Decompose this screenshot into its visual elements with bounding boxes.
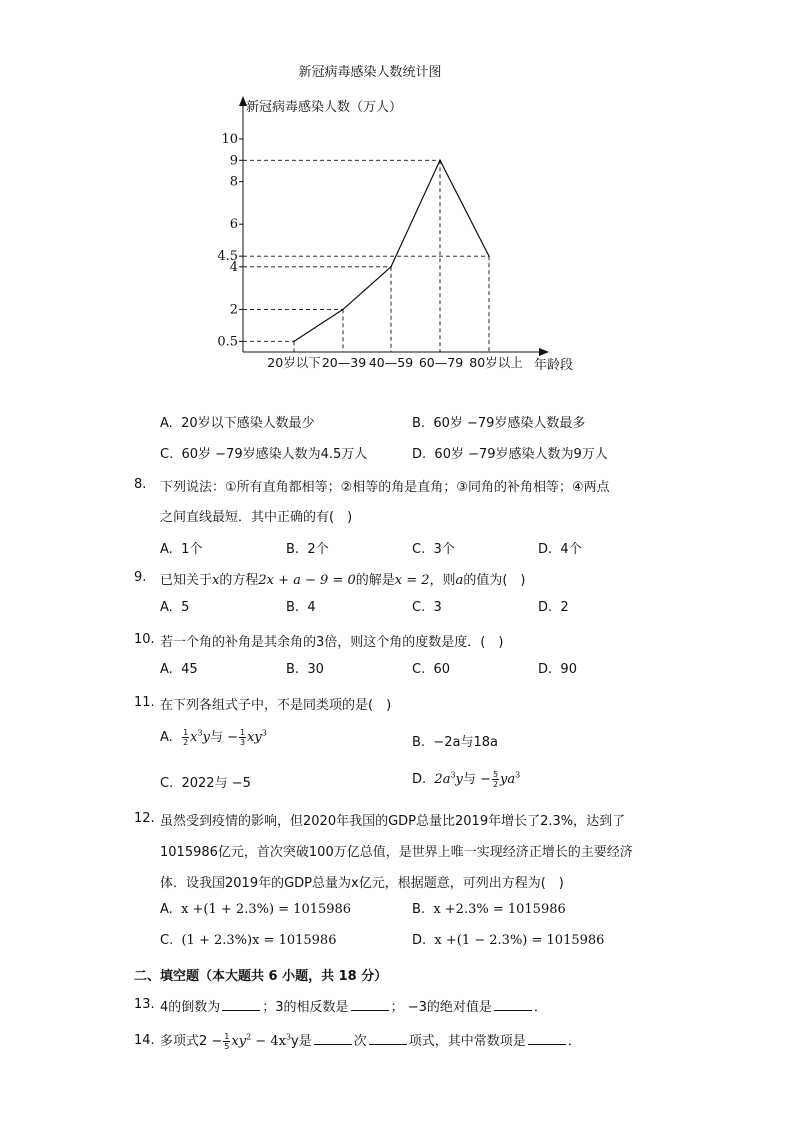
q9-text: 的值为( ) [463, 573, 526, 588]
y-tick-label: 4.5 [217, 249, 238, 265]
q9-option-c[interactable] [412, 600, 442, 615]
option-key: D. [412, 933, 427, 948]
numerator: 5 [492, 770, 499, 779]
option-text: 60岁 −79岁感染人数为9万人 [434, 447, 608, 462]
option-key: C. [412, 600, 426, 615]
q9-option-a[interactable] [160, 600, 189, 615]
y-tick-label: 0.5 [217, 334, 238, 350]
q14-text: 次 [353, 1034, 367, 1049]
option-text: 5 [181, 600, 190, 615]
option-text: 4个 [560, 542, 582, 557]
q9-var-a: a [455, 573, 464, 588]
option-text: (1 + 2.3%)x = 1015986 [181, 933, 337, 948]
fraction [492, 770, 499, 789]
q12-option-c[interactable] [160, 933, 336, 948]
option-key: B. [412, 902, 426, 917]
q9-text: 已知关于 [160, 573, 213, 588]
answer-blank[interactable] [222, 999, 260, 1011]
option-text: 2 [560, 600, 569, 615]
option-text: 2022与 −5 [181, 776, 251, 791]
option-text: −2a与18a [429, 735, 498, 750]
chart-axes [239, 96, 549, 356]
answer-blank[interactable] [314, 1033, 352, 1045]
answer-blank[interactable] [351, 999, 389, 1011]
q8-stem-line1: 下列说法：①所有直角都相等；②相等的角是直角；③同角的补角相等；④两点 [160, 480, 610, 495]
denominator: 2 [492, 780, 499, 789]
option-key: D. [538, 542, 553, 557]
series-line [294, 160, 489, 341]
q8-option-d[interactable] [538, 538, 582, 557]
q14-text: 多项式2 − [160, 1034, 223, 1049]
numerator: 1 [224, 1032, 230, 1041]
option-key: D. [412, 772, 427, 787]
q12-option-b[interactable] [412, 902, 566, 917]
q8-option-c[interactable] [412, 538, 455, 557]
q11-option-a[interactable] [160, 726, 267, 747]
numerator: 1 [183, 728, 189, 737]
q10-option-b[interactable] [286, 662, 324, 677]
option-text: 60岁 −79岁感染人数最多 [433, 416, 586, 431]
q13-number: 13. [134, 997, 155, 1012]
exponent: 3 [285, 1032, 292, 1042]
denominator: 5 [224, 1042, 230, 1051]
q11-option-b[interactable] [412, 731, 498, 750]
option-text: 60 [433, 662, 451, 677]
math: y [455, 772, 463, 787]
option-text: 4 [307, 600, 316, 615]
math: − 4x [251, 1034, 286, 1049]
y-tick-label: 10 [221, 132, 238, 147]
denominator: 3 [239, 738, 246, 747]
q13-text: 4的倒数为 [160, 1000, 221, 1015]
option-key: A. [160, 662, 173, 677]
q13-text: ； [390, 1000, 404, 1015]
option-key: D. [538, 600, 553, 615]
chart-y-label: 新冠病毒感染人数（万人） [246, 100, 403, 115]
y-tick-label: 6 [229, 217, 238, 233]
math: y [202, 730, 210, 745]
q9-number: 9. [134, 570, 147, 585]
option-key: C. [160, 933, 174, 948]
x-axis-arrow [539, 348, 549, 356]
q12-stem-line3: 体．设我国2019年的GDP总量为x亿元，根据题意，可列出方程为( ) [160, 876, 564, 891]
option-text: 45 [181, 662, 198, 677]
q11-stem: 在下列各组式子中，不是同类项的是( ) [160, 698, 392, 713]
answer-blank[interactable] [494, 999, 532, 1011]
q12-number: 12. [134, 811, 155, 826]
chart-guides [243, 160, 489, 352]
option-text: x +2.3% = 1015986 [433, 902, 566, 917]
x-tick-label: 20岁以下 [267, 355, 321, 370]
exponent: 2 [246, 1032, 252, 1042]
chart-y-ticks [217, 132, 243, 349]
fraction [182, 728, 189, 747]
numerator: 1 [239, 728, 246, 737]
option-key: A. [160, 542, 173, 557]
q9-option-d[interactable] [538, 600, 569, 615]
y-tick-label: 8 [229, 174, 238, 190]
x-tick-label: 80岁以上 [469, 355, 523, 370]
option-text: x +(1 + 2.3%) = 1015986 [181, 902, 352, 917]
option-key: B. [286, 600, 300, 615]
exponent: 3 [197, 728, 203, 738]
y-tick-label: 4 [229, 259, 238, 275]
option-key: B. [286, 662, 300, 677]
chart-svg [0, 0, 794, 400]
q12-stem-line1: 虽然受到疫情的影响，但2020年我国的GDP总量比2019年增长了2.3%，达到了 [160, 814, 626, 829]
option-text: 20岁以下感染人数最少 [181, 416, 315, 431]
exponent: 3 [515, 770, 521, 780]
x-tick-label: 20—39 [321, 355, 367, 370]
option-text: 60岁 −79岁感染人数为4.5万人 [181, 447, 368, 462]
chart-series [293, 160, 490, 343]
exponent: 3 [261, 728, 267, 738]
option-key: C. [412, 662, 426, 677]
math: x [190, 730, 198, 745]
option-key: B. [412, 735, 426, 750]
q9-option-b[interactable] [286, 600, 316, 615]
q12-option-d[interactable] [412, 933, 604, 948]
q11-number: 11. [134, 695, 155, 710]
q10-stem: 若一个角的补角是其余角的3倍，则这个角的度数是度．( ) [160, 635, 504, 650]
q9-text: 的解是 [355, 573, 395, 588]
option-key: B. [412, 416, 426, 431]
data-point [390, 266, 392, 268]
q14-number: 14. [134, 1033, 155, 1048]
math: ya [500, 772, 516, 787]
option-key: C. [160, 447, 174, 462]
q11-option-c[interactable] [160, 772, 251, 791]
q7-option-a[interactable] [160, 412, 315, 431]
q10-option-a[interactable] [160, 662, 198, 677]
q12-stem-line2: 1015986亿元，首次突破100万亿总值，是世界上唯一实现经济正增长的主要经济 [160, 845, 633, 860]
chart-title: 新冠病毒感染人数统计图 [298, 65, 442, 80]
option-text: 90 [560, 662, 577, 677]
q8-option-b[interactable] [286, 538, 329, 557]
option-key: B. [286, 542, 300, 557]
fraction [223, 1032, 230, 1051]
option-text: 与 − [209, 730, 238, 745]
option-text: 2个 [307, 542, 329, 557]
q7-option-d[interactable] [412, 443, 608, 462]
q9-text: ，则 [429, 573, 456, 588]
option-text: 3个 [433, 542, 455, 557]
q7-option-b[interactable] [412, 412, 585, 431]
x-tick-label: 60—79 [418, 355, 464, 370]
q8-stem-line2: 之间直线最短．其中正确的有( ) [160, 510, 353, 525]
q8-option-a[interactable] [160, 538, 202, 557]
q13-stem [160, 996, 547, 1015]
option-text: 与 − [462, 772, 491, 787]
q11-option-d[interactable] [412, 768, 520, 789]
option-key: D. [538, 662, 553, 677]
option-text: 1个 [181, 542, 203, 557]
q9-text: 的方程 [219, 573, 259, 588]
math: xy [231, 1034, 247, 1049]
q9-solution: x = 2 [394, 573, 430, 588]
q14-text: ． [567, 1034, 581, 1049]
q7-option-c[interactable] [160, 443, 367, 462]
answer-blank[interactable] [369, 1033, 407, 1045]
option-key: C. [160, 776, 174, 791]
option-key: D. [412, 447, 427, 462]
q9-var-x: x [212, 573, 220, 588]
q14-text: 项式，其中常数项是 [408, 1034, 526, 1049]
denominator: 2 [183, 738, 189, 747]
q9-stem [160, 569, 525, 588]
option-key: C. [412, 542, 426, 557]
q12-option-a[interactable] [160, 902, 351, 917]
math: xy [247, 730, 262, 745]
option-text: 30 [307, 662, 324, 677]
q8-number: 8. [134, 477, 147, 492]
option-key: A. [160, 902, 173, 917]
data-point [439, 160, 441, 162]
data-point [488, 255, 490, 257]
option-key: A. [160, 730, 173, 745]
exponent: 3 [450, 770, 456, 780]
y-tick-label: 9 [229, 153, 238, 169]
option-text: x +(1 − 2.3%) = 1015986 [434, 933, 605, 948]
q10-option-d[interactable] [538, 662, 577, 677]
chart-x-ticks [267, 355, 522, 370]
q13-text: ；3的相反数是 [262, 1000, 349, 1015]
x-tick-label: 40—59 [368, 355, 414, 370]
y-tick-label: 2 [229, 302, 238, 318]
q10-number: 10. [134, 632, 155, 647]
q13-text: −3的绝对值是 [403, 1000, 492, 1015]
section-title: 二、填空题（本大题共 6 小题，共 18 分） [134, 969, 388, 984]
q14-stem [160, 1030, 581, 1051]
chart-x-label: 年龄段 [534, 358, 574, 373]
q9-equation: 2x + a − 9 = 0 [258, 573, 356, 588]
fraction [239, 728, 246, 747]
option-key: A. [160, 416, 173, 431]
answer-blank[interactable] [528, 1033, 566, 1045]
math: 2a [434, 772, 451, 787]
q13-text: ． [533, 1000, 547, 1015]
option-text: 3 [433, 600, 442, 615]
data-point [342, 309, 344, 311]
q14-text: y是 [291, 1034, 312, 1049]
option-key: A. [160, 600, 173, 615]
data-point [293, 341, 295, 343]
q10-option-c[interactable] [412, 662, 450, 677]
